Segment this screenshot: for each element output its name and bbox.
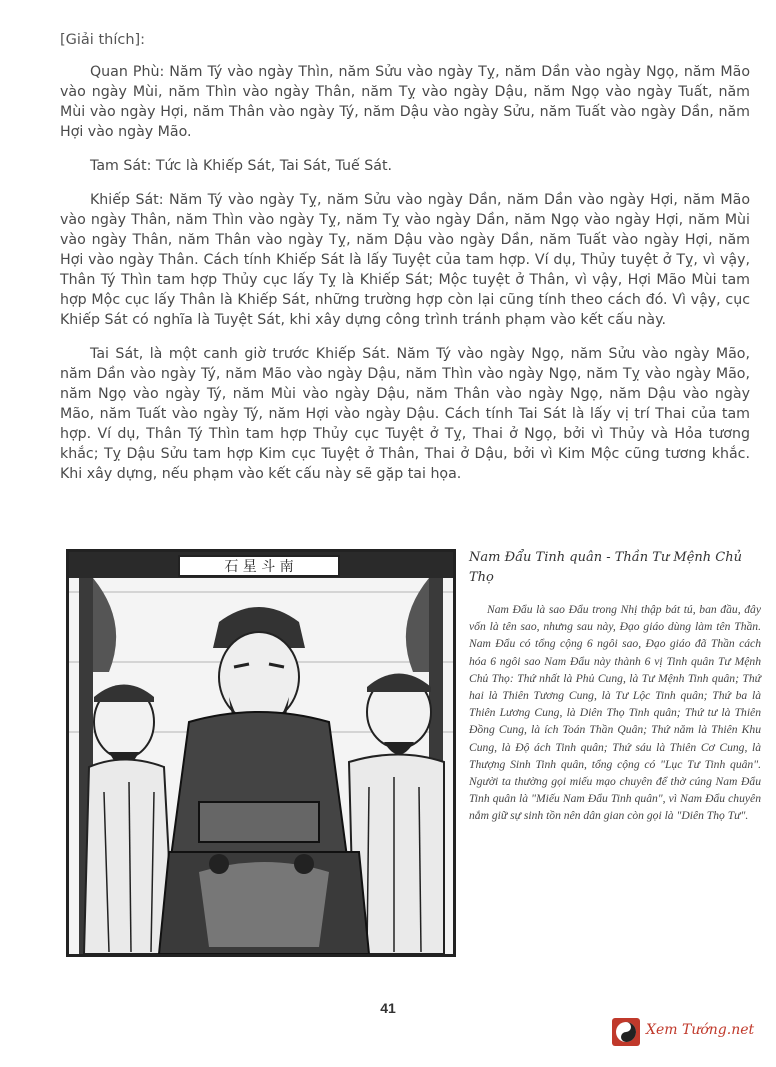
section-heading: [Giải thích]: [60,32,146,48]
watermark-text: Xem Tướng.net [646,1022,755,1038]
body-text [60,62,750,498]
paragraph-tam-sat: Tam Sát: Tức là Khiếp Sát, Tai Sát, Tuế Sát. [90,158,393,174]
woodcut-illustration [66,549,456,957]
caption-paragraph: Nam Đẩu là sao Đẩu trong Nhị thập bát tú, ban đầu, đây vốn là tên sao, nhưng sau này, Đạo giáo dùng làm tên Thần. Nam Đẩu có tổng cộng 6 ngôi sao, Đạo giáo đã Thần cách hóa 6 ngôi sao Nam Đẩu này thành 6 vị Tinh quân Tư Mệnh Chủ Thọ: Thứ nhất là Phủ Cung, là Tư Mệnh Tinh quân; Thứ hai là Thiên Tương Cung, là Tư Lộc Tinh quân; Thứ ba là Thiên Lương Cung, là Diên Thọ Tinh quân; Thứ tư là Thiên Đồng Cung, là ích Toán Thần Quân; Thứ năm là Thiên Khu Cung, là Độ ách Tinh quân; Thứ sáu là Thiên Cơ Cung, là Thượng Sinh Tinh quân, tổng cộng có "Lục Tư Tinh quân". Người ta thường gọi miếu mạo chuyên để thờ cúng Nam Đẩu Tinh quân là "Miếu Nam Đẩu Tinh quân", vì Nam Đẩu chuyên nắm giữ sự sinh tồn nên dân gian còn gọi là "Diên Thọ Tư". [469,603,761,823]
paragraph-tai-sat: Tai Sát, là một canh giờ trước Khiếp Sát. Năm Tý vào ngày Ngọ, năm Sửu vào ngày Mão, năm Dần vào ngày Tý, năm Mão vào ngày Dậu, năm Thìn vào ngày Ngọ, năm Tỵ vào ngày Mão, năm Ngọ vào ngày Tý, năm Mùi vào ngày Dậu, năm Thân vào ngày Ngọ, năm Dậu vào ngày Mão, năm Tuất vào ngày Tý, năm Hợi vào ngày Dậu. Cách tính Tai Sát là lấy vị trí Thai của tam hợp. Ví dụ, Thân Tý Thìn tam hợp Thủy cục Tuyệt ở Tỵ, Thai ở Ngọ, bởi vì Thủy và Hỏa tương khắc; Tỵ Dậu Sửu tam hợp Kim cục Tuyệt ở Thân, Thai ở Dậu, bởi vì Kim Mộc cũng tương khắc. Khi xây dựng, nếu phạm vào kết cấu này sẽ gặp tai họa. [60,346,750,482]
paragraph-quan-phu: Quan Phù: Năm Tý vào ngày Thìn, năm Sửu vào ngày Tỵ, năm Dần vào ngày Ngọ, năm Mão vào ngày Mùi, năm Thìn vào ngày Thân, năm Tỵ vào ngày Dậu, năm Ngọ vào ngày Tuất, năm Mùi vào ngày Hợi, năm Thân vào ngày Tý, năm Dậu vào ngày Sửu, năm Tuất vào ngày Dần, năm Hợi vào ngày Mão. [60,64,750,140]
illustration-drawing [69,552,453,954]
caption-title: Nam Đẩu Tinh quân - Thần Tư Mệnh Chủ Thọ [469,550,742,585]
page-number: 41 [380,1000,396,1016]
paragraph-khiep-sat: Khiếp Sát: Năm Tý vào ngày Tỵ, năm Sửu vào ngày Dần, năm Dần vào ngày Hợi, năm Mão vào ngày Thân, năm Thìn vào ngày Tỵ, năm Tỵ vào ngày Dần, năm Ngọ vào ngày Hợi, năm Mùi vào ngày Thân, năm Thân vào ngày Tỵ, năm Dậu vào ngày Dần, năm Tuất vào ngày Hợi, năm Hợi vào ngày Thân. Cách tính Khiếp Sát là lấy Tuyệt của tam hợp. Ví dụ, Thủy tuyệt ở Tỵ, vì vậy, Thân Tý Thìn tam hợp Thủy cục lấy Tỵ là Khiếp Sát; Mộc tuyệt ở Thân, vì vậy, Hợi Mão Mùi tam hợp Mộc cục lấy Thân là Khiếp Sát, những trường hợp còn lại cũng tính theo cách đó. Vì vậy, cục Khiếp Sát có nghĩa là Tuyệt Sát, khi xây dựng công trình tránh phạm vào kết cấu này. [60,192,750,328]
caption-body [469,601,761,825]
watermark [612,1018,772,1048]
plaque-text: 石 星 斗 南 [224,559,294,575]
yin-yang-logo-icon [612,1018,640,1046]
